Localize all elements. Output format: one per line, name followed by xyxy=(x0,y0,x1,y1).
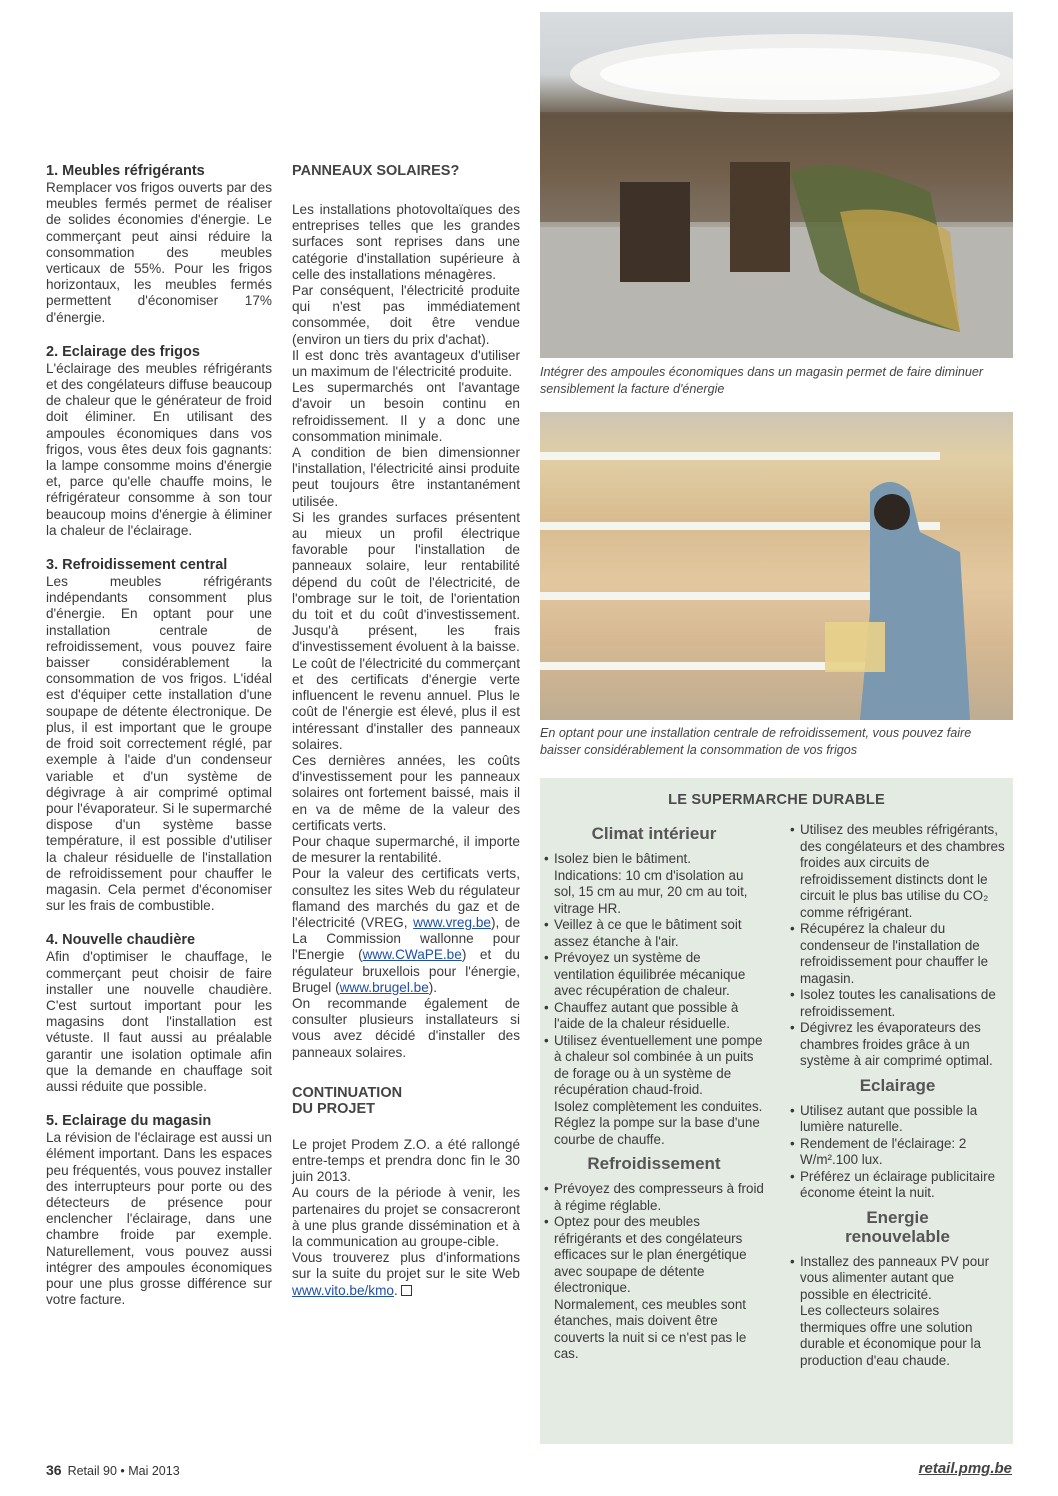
item-text: Rendement de l'éclairage: 2 W/m².100 lux. xyxy=(800,1135,967,1167)
section-body: L'éclairage des meubles réfrigérants et des congélateurs diffuse beaucoup de chaleur que le générateur de froid doit éliminer. En utilisant des ampoules économiques dans vos frigos, vous êtes deux fois gagnants: la lampe consomme moins d'énergie et, parce qu'elle chauffe moins, le réfrigérateur consomme à son tour beaucoup moins d'énergie à éliminer la chaleur de l'éclairage. xyxy=(46,360,272,538)
item-text: Prévoyez un système de ventilation équilibrée mécanique avec récupération de chaleur. xyxy=(554,950,746,998)
item-text: Isolez bien le bâtiment. xyxy=(554,851,691,866)
heading-line: CONTINUATION xyxy=(292,1084,403,1101)
item-text: Optez pour des meubles réfrigérants et des congélateurs efficaces sur le plan énergétique avec soupape de détente électronique. xyxy=(554,1214,747,1295)
section-body: Remplacer vos frigos ouverts par des meubles fermés permet de réaliser de solides économies d'énergie. Le commerçant peut ainsi réduire la consommation des meubles verticaux de 55%. Pour les frigos horizontaux, les meubles fermés permettent d'économiser 17% d'énergie. xyxy=(46,180,272,325)
item-text: Utilisez des meubles réfrigérants, des congélateurs et des chambres froides aux circuits de refroidissement distincts dont le circuit le plus bas utilise du CO₂ comme réfrigérant. xyxy=(800,822,1005,920)
article-column-1 xyxy=(46,163,272,1326)
section-body: La révision de l'éclairage est aussi un élément important. Dans les espaces peu fréquentés, vous pouvez installer des interrupteurs pour porte ou des détecteurs de présence pour enclencher l'éclairage, dans une chambre froide par exemple. Naturellement, vous pouvez aussi intégrer des ampoules économiques pour une plus grosse différence sur votre facture. xyxy=(46,1130,272,1308)
list-item xyxy=(544,917,764,950)
item-text: Récupérez la chaleur du condenseur de l'installation de refroidissement pour chauffer le magasin. xyxy=(800,921,989,986)
section-body: Afin d'optimiser le chauffage, le commerçant peut choisir de faire installer une nouvelle chaudière. C'est surtout important pour les magasins dont l'installation est vétuste. Il faut aussi au préalable garantir une isolation optimale afin que la demande en chauffage soit aussi réduite que possible. xyxy=(46,949,272,1094)
list-item xyxy=(790,1020,1005,1070)
paragraph-links xyxy=(292,866,520,996)
paragraph: Si les grandes surfaces présentent au mieux un profil électrique favorable pour l'installation de panneaux solaire, leur rentabilité dépend du coût de l'électricité, de l'ombrage sur le toit, de l'orientation du toit et du coût d'investissement. Jusqu'à présent, les frais d'investissement évoluent à la baisse. xyxy=(292,509,520,655)
heading-line: renouvelable xyxy=(845,1226,950,1246)
list-item xyxy=(544,1000,764,1033)
list-item xyxy=(544,851,764,917)
text: . xyxy=(394,1282,398,1298)
heading-refroidissement: Refroidissement xyxy=(587,1154,721,1173)
section-title: 5. Eclairage du magasin xyxy=(46,1113,212,1130)
paragraph: Les supermarchés ont l'avantage d'avoir un besoin continu en refroidissement. Il y a donc une consommation minimale. xyxy=(292,380,520,444)
paragraph: Pour chaque supermarché, il importe de mesurer la rentabilité. xyxy=(292,833,520,866)
item-text: Utilisez autant que possible la lumière naturelle. xyxy=(800,1102,978,1134)
list-item xyxy=(544,1214,764,1363)
climat-list xyxy=(544,851,764,1148)
list-item xyxy=(790,1136,1005,1169)
photo-caption-1: Intégrer des ampoules économiques dans un magasin permet de faire diminuer sensiblement la facture d'énergie xyxy=(540,365,984,396)
section-refroidissement xyxy=(46,557,272,914)
item-extra: Les collecteurs solaires thermiques offre une solution durable et économique pour la production d'eau chaude. xyxy=(800,1303,981,1368)
item-text: Préférez un éclairage publicitaire économe éteint la nuit. xyxy=(800,1168,996,1200)
frozen-aisle-illustration xyxy=(540,412,1013,720)
supermarket-illustration xyxy=(540,12,1013,358)
heading-continuation xyxy=(292,1085,520,1117)
paragraph: Ces dernières années, les coûts d'investissement pour les panneaux solaires ont fortement baissé, mais il en va de même de la valeur des certificats verts. xyxy=(292,752,520,833)
footer-site-link[interactable]: retail.pmg.be xyxy=(918,1460,1012,1477)
section-title: 1. Meubles réfrigérants xyxy=(46,163,205,179)
list-item xyxy=(790,822,1005,921)
paragraph: Le projet Prodem Z.O. a été rallongé entre-temps et prendra donc fin le 30 juin 2013. xyxy=(292,1136,520,1185)
heading-panneaux-solaires: PANNEAUX SOLAIRES? xyxy=(292,163,460,179)
item-extra: Indications: 10 cm d'isolation au sol, 15 cm au mur, 20 cm au toit, vitrage HR. xyxy=(554,867,748,916)
box-title: LE SUPERMARCHE DURABLE xyxy=(668,792,885,808)
refroid-list xyxy=(544,1181,764,1363)
paragraph-link xyxy=(292,1250,520,1299)
list-item xyxy=(790,1103,1005,1136)
item-extra: Normalement, ces meubles sont étanches, mais doivent être couverts la nuit si ce n'est pas le cas. xyxy=(554,1296,747,1361)
link-vito[interactable]: www.vito.be/kmo xyxy=(292,1282,394,1298)
text: ) et du régulateur bruxellois pour l'énergie, Brugel ( xyxy=(292,947,520,995)
list-item xyxy=(790,921,1005,987)
item-text: Installez des panneaux PV pour vous alimenter autant que possible en électricité. xyxy=(800,1253,990,1302)
item-text: Veillez à ce que le bâtiment soit assez étanche à l'air. xyxy=(554,917,742,949)
link-brugel[interactable]: www.brugel.be xyxy=(339,979,429,995)
supermarket-photo xyxy=(540,12,1013,358)
photo-caption-2: En optant pour une installation centrale de refroidissement, vous pouvez faire baisser considérablement la consommation de vos frigos xyxy=(540,726,972,757)
link-cwape[interactable]: www.CWaPE.be xyxy=(362,947,462,963)
list-item xyxy=(790,987,1005,1020)
paragraph: On recommande également de consulter plusieurs installateurs si vous avez décidé d'installer des panneaux solaires. xyxy=(292,995,520,1060)
link-vreg[interactable]: www.vreg.be xyxy=(413,914,491,930)
list-item xyxy=(790,1254,1005,1370)
section-title: 3. Refroidissement central xyxy=(46,557,228,574)
paragraph: Le coût de l'électricité du commerçant et des certificats d'énergie verte influencent le revenu annuel. Plus le coût de l'énergie est élevé, plus il est intéressant d'installer des panneaux solaires. xyxy=(292,655,520,752)
section-body: Les meubles réfrigérants indépendants consomment plus d'énergie. En optant pour une installation centrale de refroidissement, vous pouvez faire baisser considérablement la consommation de vos frigos. L'idéal est d'équiper cette installation d'une soupape de détente électronique. De plus, il est important que le groupe de froid soit correctement réglé, par exemple à l'aide d'un condenseur variable et d'un système de dégivrage à air comprimé optimal pour l'évaporateur. Si le supermarché dispose d'un système basse température, il est possible d'utiliser la chaleur résiduelle de l'installation de refroidissement pour chauffer le magasin. Cela permet d'économiser sur les frais de combustible. xyxy=(46,574,272,914)
item-text: Utilisez éventuellement une pompe à chaleur sol combinée à un puits de forage ou à un système de récupération chaud-froid. xyxy=(554,1032,763,1097)
heading-climat: Climat intérieur xyxy=(591,824,717,843)
eclairage-list xyxy=(790,1103,1005,1202)
text: ). xyxy=(428,979,438,995)
right-list xyxy=(790,822,1005,1070)
sustainable-supermarket-box xyxy=(540,778,1013,1444)
box-column-left xyxy=(544,824,764,1363)
section-eclairage-magasin xyxy=(46,1113,272,1308)
text: ), de La Commission wallonne pour l'Energie ( xyxy=(292,914,521,963)
section-meubles xyxy=(46,163,272,326)
end-mark-icon xyxy=(401,1285,412,1296)
paragraph: Il est donc très avantageux d'utiliser un maximum de l'électricité produite. xyxy=(292,347,520,380)
heading-energie xyxy=(790,1208,1005,1246)
section-title: 2. Eclairage des frigos xyxy=(46,343,200,360)
heading-line: Energie xyxy=(866,1207,929,1227)
list-item xyxy=(790,1169,1005,1202)
paragraph: Les installations photovoltaïques des entreprises telles que les grandes surfaces sont reprises dans une catégorie d'installation supérieure à celle des installations ménagères. xyxy=(292,202,520,282)
frozen-aisle-photo xyxy=(540,412,1013,720)
item-text: Chauffez autant que possible à l'aide de la chaleur résiduelle. xyxy=(554,999,739,1031)
text: Pour la valeur des certificats verts, consultez les sites Web du régulateur flamand des marchés du gaz et de l'électricité (VREG, xyxy=(292,866,520,930)
paragraph: Au cours de la période à venir, les partenaires du projet se consacreront à une plus grande dissémination et à la communication au groupe-cible. xyxy=(292,1185,520,1249)
heading-line: DU PROJET xyxy=(292,1100,375,1117)
section-eclairage-frigos xyxy=(46,344,272,539)
text: Vous trouverez plus d'informations sur la suite du projet sur le site Web xyxy=(292,1250,520,1282)
item-text: Isolez toutes les canalisations de refroidissement. xyxy=(800,987,996,1019)
heading-eclairage: Eclairage xyxy=(859,1075,936,1095)
item-extra: Isolez complètement les conduites. Réglez la pompe sur la base d'une courbe de chauffe. xyxy=(554,1098,763,1147)
item-text: Dégivrez les évaporateurs des chambres froides grâce à un système à air comprimé optimal. xyxy=(800,1020,993,1068)
issue-info: Retail 90 • Mai 2013 xyxy=(67,1464,180,1478)
box-column-right xyxy=(790,822,1005,1369)
footer-left xyxy=(46,1462,180,1478)
section-chaudiere xyxy=(46,932,272,1095)
paragraph: A condition de bien dimensionner l'installation, l'électricité ainsi produite peut toujours être instantanément utilisée. xyxy=(292,445,520,509)
item-text: Prévoyez des compresseurs à froid à régime réglable. xyxy=(554,1181,764,1213)
list-item xyxy=(544,1181,764,1214)
article-column-2 xyxy=(292,163,520,1299)
page-number: 36 xyxy=(46,1462,62,1478)
energie-list xyxy=(790,1254,1005,1370)
section-title: 4. Nouvelle chaudière xyxy=(46,932,196,949)
list-item xyxy=(544,1033,764,1149)
paragraph: Par conséquent, l'électricité produite qui n'est pas immédiatement consommée, doit être vendue (environ un tiers du prix d'achat). xyxy=(292,283,520,347)
list-item xyxy=(544,950,764,1000)
